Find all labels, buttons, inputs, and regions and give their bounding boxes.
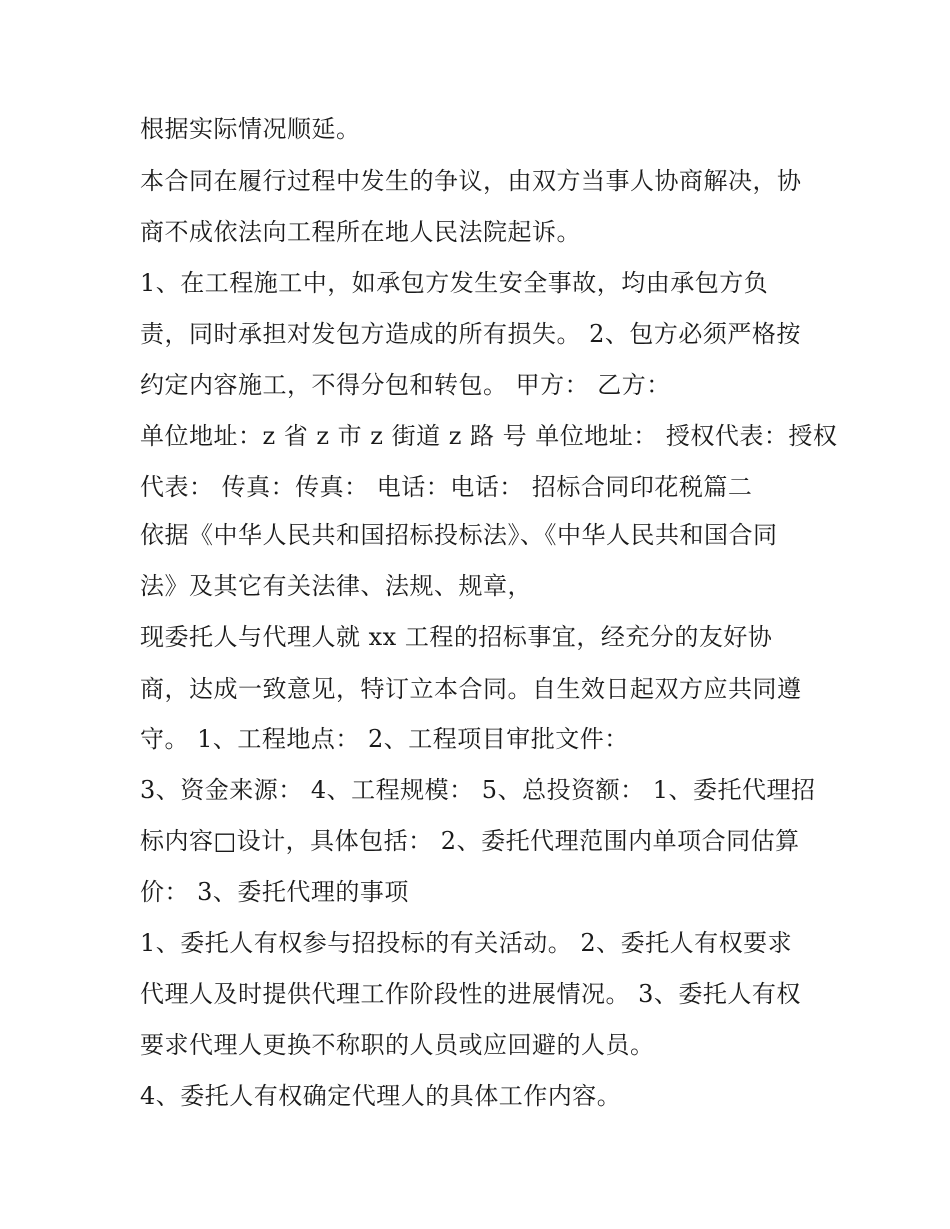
text-line: 守。 1、工程地点： 2、工程项目审批文件： bbox=[140, 725, 629, 753]
text-line: 责，同时承担对发包方造成的所有损失。 2、包方必须严格按 bbox=[140, 320, 801, 348]
text-line: 现委托人与代理人就 xx 工程的招标事宜，经充分的友好协 bbox=[140, 623, 773, 651]
text-line: 代表： 传真：传真： 电话：电话： 招标合同印花税篇二 bbox=[140, 473, 753, 501]
text-line: 商不成依法向工程所在地人民法院起诉。 bbox=[140, 218, 581, 246]
text-line: 单位地址：z 省 z 市 z 街道 z 路 号 单位地址： 授权代表：授权 bbox=[140, 422, 838, 450]
text-line: 价： 3、委托代理的事项 bbox=[140, 878, 409, 906]
text-line: 法》及其它有关法律、法规、规章， bbox=[140, 572, 532, 600]
text-line: 1、委托人有权参与招投标的有关活动。 2、委托人有权要求 bbox=[140, 929, 793, 957]
text-line: 根据实际情况顺延。 bbox=[140, 115, 361, 143]
text-line: 标内容□设计，具体包括： 2、委托代理范围内单项合同估算 bbox=[140, 827, 800, 855]
text-line: 商，达成一致意见，特订立本合同。自生效日起双方应共同遵 bbox=[140, 675, 802, 703]
text-line: 代理人及时提供代理工作阶段性的进展情况。 3、委托人有权 bbox=[140, 980, 801, 1008]
text-line: 本合同在履行过程中发生的争议，由双方当事人协商解决，协 bbox=[140, 167, 802, 195]
text-line: 3、资金来源： 4、工程规模： 5、总投资额： 1、委托代理招 bbox=[140, 776, 816, 804]
text-line: 1、在工程施工中，如承包方发生安全事故，均由承包方负 bbox=[140, 269, 769, 297]
text-line: 依据《中华人民共和国招标投标法》、《中华人民共和国合同 bbox=[140, 521, 778, 549]
text-line: 4、委托人有权确定代理人的具体工作内容。 bbox=[140, 1082, 622, 1110]
text-line: 要求代理人更换不称职的人员或应回避的人员。 bbox=[140, 1031, 655, 1059]
text-line: 约定内容施工，不得分包和转包。 甲方： 乙方： bbox=[140, 371, 671, 399]
